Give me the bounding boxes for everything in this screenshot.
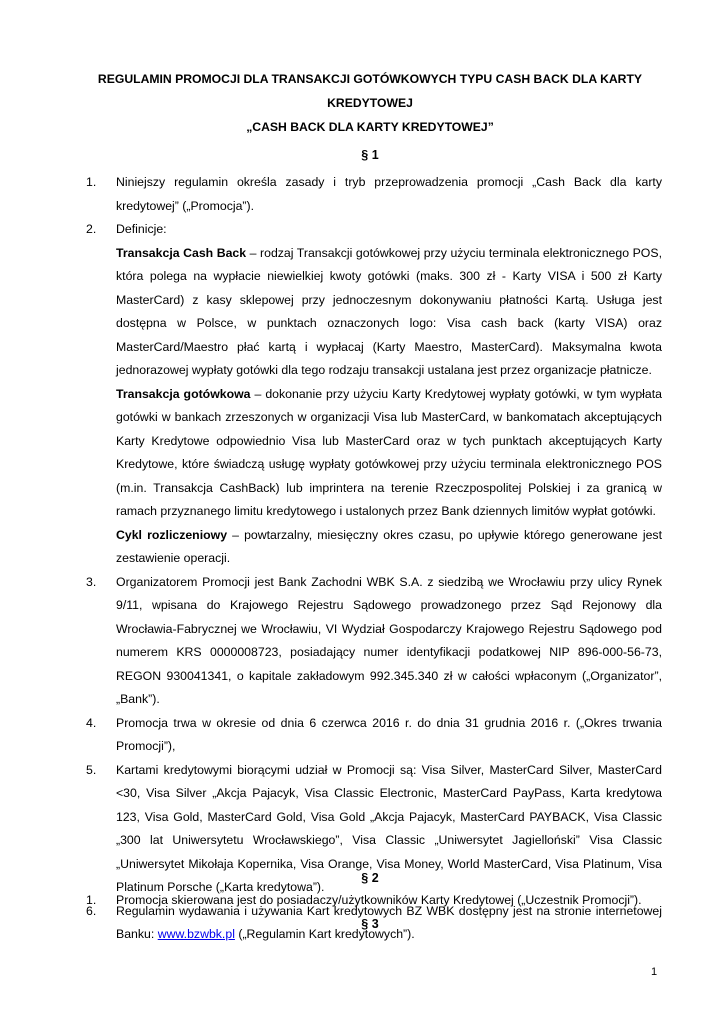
item-text: Regulamin wydawania i używania Kart kredytowych BZ WBK dostępny jest na stronie internetowej Banku: [116,903,662,941]
list-item [86,571,662,712]
item-number: 2. [86,222,97,236]
page-number: 1 [651,966,658,978]
item-number: 3. [86,574,97,589]
section-3-heading: § 3 [361,917,379,931]
item-text: („Regulamin Kart kredytowych”). [234,927,415,941]
section-1-heading: § 1 [361,148,379,162]
list-item [86,171,662,218]
definition-text: – rodzaj Transakcji gotówkowej przy użyciu terminala elektronicznego POS, która polega na wypłacie niewielkiej kwoty gotówki (maks. 300 zł - Karty VISA i 500 zł Karty MasterCard) z kasy sklepowej przy jednoczesnym dokonywaniu płatności Kartą. Usługa jest dostępna w Polsce, w punktach oznaczonych logo: Visa cash back (karty VISA) oraz MasterCard/Maestro płać kartą i wypłacaj (Karty Maestro, MasterCard). Maksymalna kwota jednorazowej wypłaty gotówki dla tego rodzaju transakcji ustalana jest przez organizacje płatnicze. [116,245,662,377]
definition-text: – powtarzalny, miesięczny okres czasu, po upływie którego generowane jest zestawienie operacji. [116,527,662,565]
item-text: Promocja trwa w okresie od dnia 6 czerwca 2016 r. do dnia 31 grudnia 2016 r. („Okres trwania Promocji”), [116,715,662,753]
document-title-line2: KREDYTOWEJ [327,96,413,110]
definition-term: Transakcja Cash Back [116,245,247,260]
section-2-body [86,889,662,913]
item-text: Definicje: [116,222,167,236]
definition-text: – dokonanie przy użyciu Karty Kredytowej wypłaty gotówki, w tym wypłata gotówki w bankach zrzeszonych w organizacji Visa lub MasterCard, w bankomatach akceptujących Karty Kredytowe odpowiednio Visa lub MasterCard oraz w tych punktach akceptujących Karty Kredytowe, które świadczą usługę wypłaty gotówkowej przy użyciu terminala elektronicznego POS (m.in. Transakcja CashBack) lub imprintera na terenie Rzeczpospolitej Polskiej i za granicą w ramach przyznanego limitu kredytowego i ustalonych przez Bank dziennych limitów wypłat gotówki. [116,386,662,518]
definition [116,242,662,383]
document-subtitle: „CASH BACK DLA KARTY KREDYTOWEJ” [246,120,494,134]
item-number: 1. [86,893,97,907]
definition [116,383,662,524]
definition [116,524,662,571]
item-text: Niniejszy regulamin określa zasady i tryb przeprowadzenia promocji „Cash Back dla karty kredytowej” („Promocja”). [116,175,662,213]
item-text: Organizatorem Promocji jest Bank Zachodni WBK S.A. z siedzibą we Wrocławiu przy ulicy Rynek 9/11, wpisana do Krajowego Rejestru Sądowego prowadzonego przez Sąd Rejonowy dla Wrocławia-Fabrycznej we Wrocławiu, VI Wydział Gospodarczy Krajowego Rejestru Sądowego pod numerem KRS 0000008723, posiadający numer identyfikacji podatkowej NIP 896-000-56-73, REGON 930041341, o kapitale zakładowym 992.345.340 zł w całości wpłaconym („Organizator”, „Bank”). [116,574,662,706]
item-number: 1. [86,175,97,189]
item-text: Kartami kredytowymi biorącymi udział w Promocji są: Visa Silver, MasterCard Silver, MasterCard <30, Visa Silver „Akcja Pajacyk, Visa Classic Electronic, MasterCard PayPass, Karta kredytowa 123, Visa Gold, MasterCard Gold, Visa Gold „Akcja Pajacyk, MasterCard PAYBACK, Visa Classic „300 lat Uniwersytetu Wrocławskiego”, Visa Classic „Uniwersytet Jagielloński” Visa Classic „Uniwersytet Mikołaja Kopernika, Visa Orange, Visa Money, World MasterCard, Visa Platinum, Visa Platinum Porsche („Karta kredytowa”). [116,762,662,894]
section-2-heading: § 2 [361,871,379,885]
bank-website-link[interactable]: www.bzwbk.pl [157,927,235,941]
list-item [86,889,662,913]
item-text: Promocja skierowana jest do posiadaczy/użytkowników Karty Kredytowej („Uczestnik Promocji”). [116,893,642,907]
list-item [86,712,662,759]
item-number: 5. [86,762,97,777]
definition-term: Cykl rozliczeniowy [116,527,228,542]
definition-term: Transakcja gotówkowa [116,386,251,401]
item-number: 6. [86,903,97,918]
document-title-line1: REGULAMIN PROMOCJI DLA TRANSAKCJI GOTÓWKOWYCH TYPU CASH BACK DLA KARTY [97,72,643,86]
item-number: 4. [86,715,97,730]
section-1-body [86,171,662,947]
list-item [86,218,662,571]
